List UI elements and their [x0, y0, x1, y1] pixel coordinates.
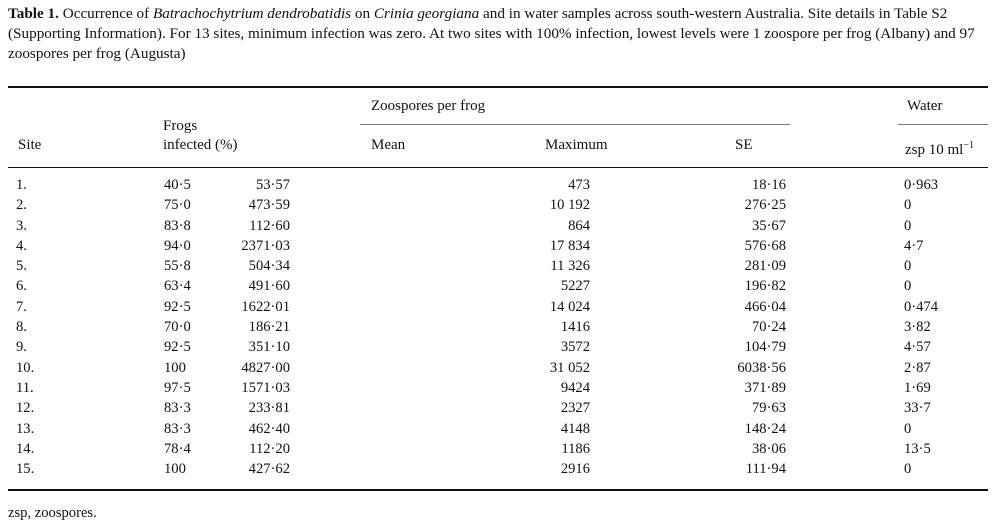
header-frogs-infected	[163, 117, 273, 155]
table-row	[8, 236, 988, 256]
table-row	[8, 358, 988, 378]
header-frogs-line1: Frogs	[163, 118, 198, 134]
table-row	[8, 378, 988, 398]
cell-se: 196·82	[744, 278, 786, 295]
table-label: Table 1.	[8, 5, 59, 22]
cell-se: 35·67	[751, 217, 786, 234]
cell-water: 0	[904, 278, 912, 295]
caption-text: on	[351, 5, 374, 22]
header-se: SE	[735, 137, 753, 153]
cell-water: 0	[904, 420, 912, 437]
water-unit-text: zsp 10 ml	[905, 142, 964, 158]
water-group-rule	[898, 124, 988, 125]
cell-se: 148·24	[744, 420, 786, 437]
cell-maximum: 2916	[560, 461, 590, 478]
cell-site: 11.	[16, 379, 34, 396]
cell-mean: 504·34	[248, 258, 290, 275]
header-water: Water	[907, 98, 943, 114]
cell-water: 3·82	[904, 319, 931, 336]
cell-site: 1.	[16, 177, 27, 193]
cell-mean: 233·81	[248, 400, 290, 417]
caption-species-frog: Crinia georgiana	[373, 5, 480, 22]
table-body	[8, 175, 988, 479]
table-footnote: zsp, zoospores.	[8, 505, 97, 521]
cell-water: 0	[904, 258, 912, 275]
cell-mean: 462·40	[248, 420, 290, 437]
cell-frogs-infected: 78·4	[164, 440, 191, 457]
cell-mean: 1571·03	[241, 379, 290, 396]
table-row	[8, 297, 988, 317]
zoospores-group-rule	[360, 124, 790, 125]
cell-maximum: 864	[568, 217, 590, 234]
cell-maximum: 1186	[561, 440, 590, 457]
table-caption	[8, 4, 988, 64]
header-frogs-line2: infected (%)	[163, 137, 238, 153]
cell-site: 15.	[16, 461, 35, 478]
caption-species-fungus: Batrachochytrium dendrobatidis	[152, 5, 352, 22]
cell-frogs-infected: 55·8	[164, 258, 191, 275]
cell-se: 281·09	[744, 258, 786, 275]
cell-mean: 351·10	[248, 339, 290, 356]
cell-maximum: 3572	[560, 339, 590, 356]
cell-site: 7.	[16, 298, 27, 315]
table-row	[8, 175, 988, 195]
cell-frogs-infected: 97·5	[164, 379, 191, 396]
cell-se: 79·63	[751, 400, 786, 417]
cell-site: 5.	[16, 258, 27, 275]
cell-frogs-infected: 83·3	[164, 420, 191, 437]
water-unit-exponent: −1	[963, 140, 974, 151]
cell-mean: 112·60	[249, 217, 290, 234]
cell-frogs-infected: 83·8	[164, 217, 191, 234]
cell-se: 576·68	[744, 237, 786, 254]
table-row	[8, 398, 988, 418]
cell-frogs-infected: 92·5	[164, 339, 191, 356]
cell-maximum: 31 052	[549, 359, 590, 376]
table-row	[8, 195, 988, 215]
cell-se: 6038·56	[737, 359, 786, 376]
cell-water: 0·963	[904, 177, 939, 193]
cell-site: 8.	[16, 319, 27, 336]
cell-water: 0	[904, 461, 912, 478]
cell-frogs-infected: 75·0	[164, 197, 191, 214]
cell-site: 3.	[16, 217, 27, 234]
cell-site: 6.	[16, 278, 27, 295]
cell-mean: 1622·01	[241, 298, 290, 315]
header-water-unit	[905, 136, 974, 160]
cell-water: 0·474	[904, 298, 939, 315]
cell-se: 111·94	[745, 461, 786, 478]
cell-maximum: 14 024	[549, 298, 590, 315]
table-top-rule	[8, 86, 988, 88]
cell-maximum: 10 192	[549, 197, 590, 214]
table-row	[8, 256, 988, 276]
cell-site: 9.	[16, 339, 27, 356]
cell-mean: 112·20	[249, 440, 290, 457]
cell-se: 18·16	[751, 177, 786, 193]
cell-se: 104·79	[744, 339, 786, 356]
cell-mean: 186·21	[248, 319, 290, 336]
cell-mean: 4827·00	[241, 359, 290, 376]
cell-frogs-infected: 83·3	[164, 400, 191, 417]
cell-water: 4·57	[904, 339, 931, 356]
table-bottom-rule	[8, 489, 988, 491]
cell-maximum: 1416	[560, 319, 590, 336]
cell-mean: 473·59	[248, 197, 290, 214]
cell-se: 466·04	[744, 298, 786, 315]
cell-water: 4·7	[904, 237, 924, 254]
cell-frogs-infected: 100	[164, 461, 186, 478]
cell-mean: 427·62	[248, 461, 290, 478]
caption-text: Occurrence of	[58, 5, 153, 22]
cell-maximum: 2327	[560, 400, 590, 417]
cell-mean: 491·60	[248, 278, 290, 295]
cell-water: 13·5	[904, 440, 931, 457]
cell-maximum: 9424	[560, 379, 590, 396]
cell-frogs-infected: 92·5	[164, 298, 191, 315]
table-row	[8, 276, 988, 296]
cell-water: 2·87	[904, 359, 931, 376]
cell-maximum: 5227	[560, 278, 590, 295]
cell-water: 33·7	[904, 400, 931, 417]
table-row	[8, 337, 988, 357]
cell-frogs-infected: 70·0	[164, 319, 191, 336]
cell-mean: 53·57	[255, 177, 290, 193]
cell-frogs-infected: 100	[164, 359, 186, 376]
header-maximum: Maximum	[545, 137, 608, 153]
cell-site: 13.	[16, 420, 35, 437]
header-bottom-rule	[8, 167, 988, 168]
cell-site: 4.	[16, 237, 27, 254]
header-site: Site	[18, 137, 42, 153]
cell-maximum: 4148	[560, 420, 590, 437]
header-mean: Mean	[371, 137, 406, 153]
table-row	[8, 439, 988, 459]
cell-site: 12.	[16, 400, 35, 417]
table-row	[8, 216, 988, 236]
cell-site: 10.	[16, 359, 35, 376]
cell-water: 1·69	[904, 379, 931, 396]
table-row	[8, 459, 988, 479]
cell-site: 14.	[16, 440, 35, 457]
table-row	[8, 419, 988, 439]
cell-water: 0	[904, 217, 912, 234]
cell-se: 70·24	[751, 319, 786, 336]
cell-site: 2.	[16, 197, 27, 214]
cell-maximum: 17 834	[549, 237, 590, 254]
cell-mean: 2371·03	[241, 237, 290, 254]
header-zoospores-per-frog: Zoospores per frog	[371, 98, 486, 114]
cell-se: 38·06	[751, 440, 786, 457]
cell-maximum: 473	[568, 177, 590, 193]
cell-water: 0	[904, 197, 912, 214]
cell-frogs-infected: 94·0	[164, 237, 191, 254]
cell-frogs-infected: 40·5	[164, 177, 191, 193]
cell-maximum: 11 326	[550, 258, 590, 275]
cell-se: 371·89	[744, 379, 786, 396]
cell-frogs-infected: 63·4	[164, 278, 191, 295]
caption-text: and in water samples across south-western Australia. Site details in Table S2 (Supporting Information). For 13 sites, minimum infection was zero. At two sites with 100% infection, lowest levels were 1 zoospore per frog (Albany) and 97 zoospores per frog (Augusta)	[8, 5, 975, 62]
cell-se: 276·25	[744, 197, 786, 214]
table-row	[8, 317, 988, 337]
